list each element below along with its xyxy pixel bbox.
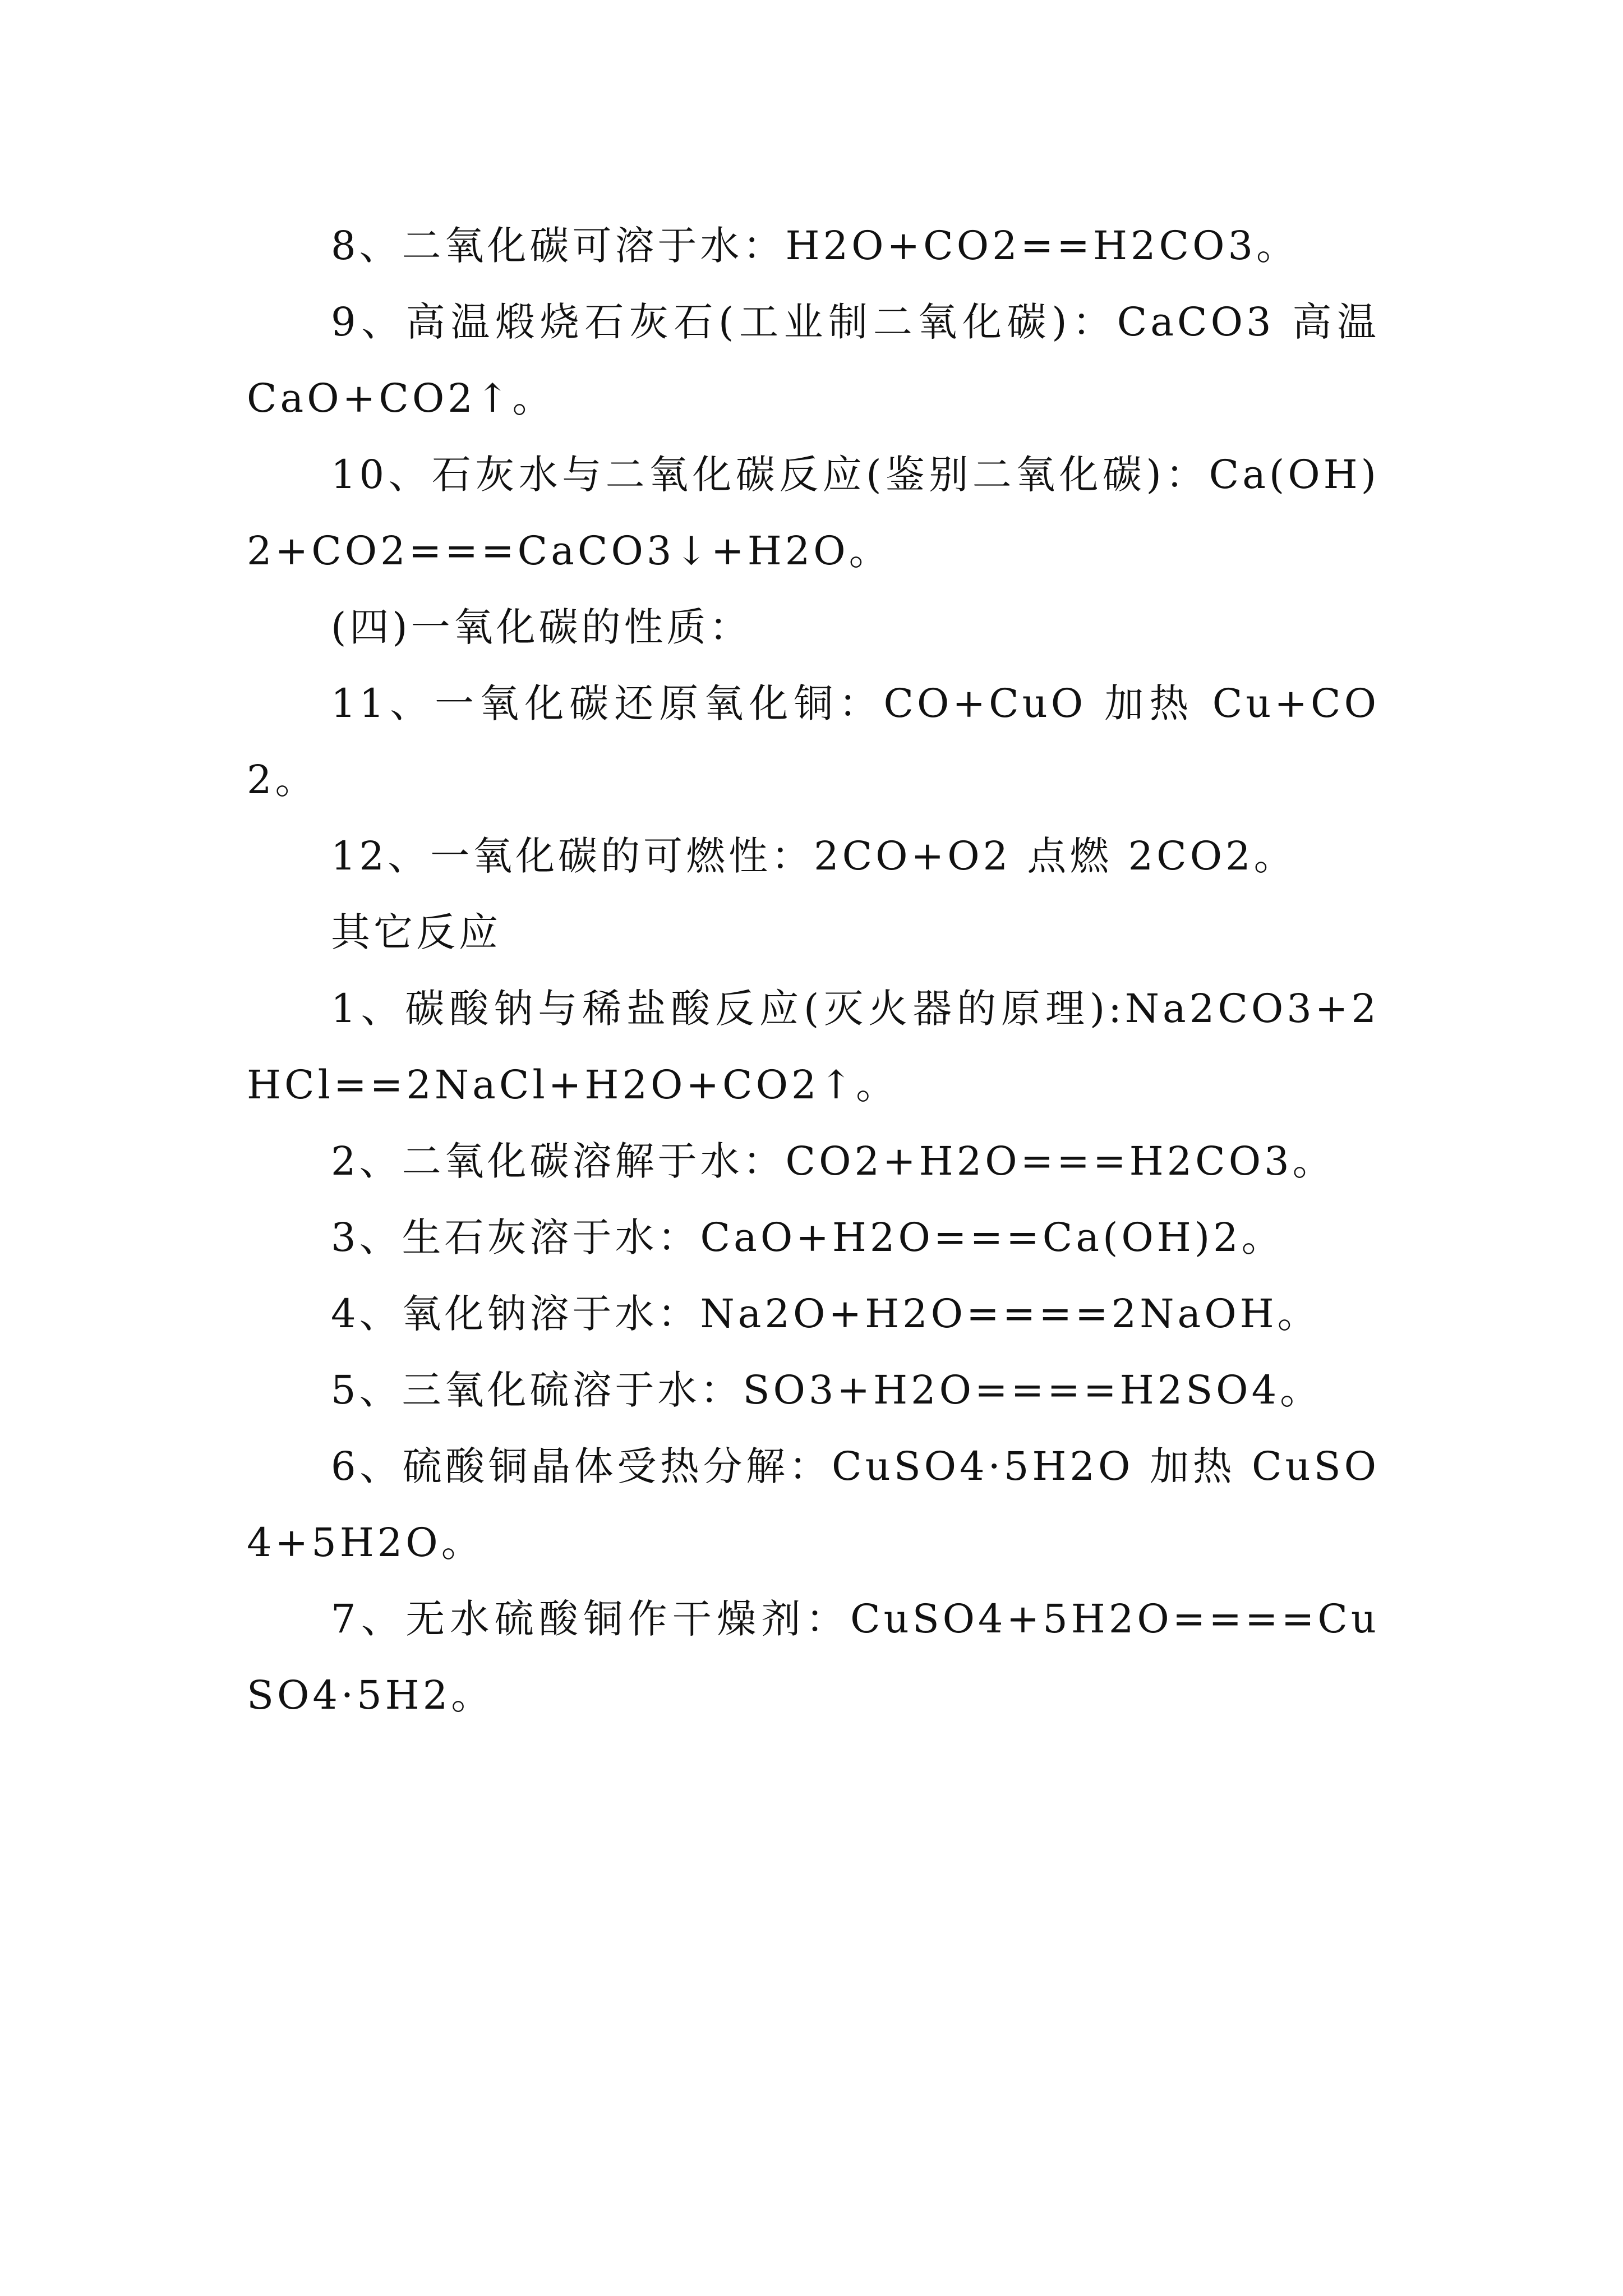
paragraph-2: 9、高温煅烧石灰石(工业制二氧化碳)：CaCO3 高温 CaO+CO2↑。 — [247, 299, 1380, 421]
paragraph-5: 11、一氧化碳还原氧化铜：CO+CuO 加热 Cu+CO2。 — [247, 680, 1380, 803]
paragraph-12: 5、三氧化硫溶于水：SO3+H2O====H2SO4。 — [331, 1367, 1323, 1413]
paragraph-11: 4、氧化钠溶于水：Na2O+H2O====2NaOH。 — [331, 1291, 1320, 1337]
document-body — [247, 208, 1380, 1733]
paragraph-8: 1、碳酸钠与稀盐酸反应(灭火器的原理):Na2CO3+2HCl==2NaCl+H2O+CO2↑。 — [247, 986, 1380, 1108]
section-heading-other-reactions: 其它反应 — [331, 909, 501, 955]
paragraph-13: 6、硫酸铜晶体受热分解：CuSO4·5H2O 加热 CuSO4+5H2O。 — [247, 1443, 1380, 1566]
paragraph-1: 8、二氧化碳可溶于水：H2O+CO2==H2CO3。 — [331, 223, 1299, 269]
paragraph-10: 3、生石灰溶于水：CaO+H2O===Ca(OH)2。 — [331, 1214, 1284, 1260]
paragraph-4: (四)一氧化碳的性质： — [331, 604, 752, 650]
paragraph-14: 7、无水硫酸铜作干燥剂：CuSO4+5H2O====CuSO4·5H2。 — [247, 1596, 1380, 1718]
paragraph-9: 2、二氧化碳溶解于水：CO2+H2O===H2CO3。 — [331, 1138, 1335, 1184]
paragraph-3: 10、石灰水与二氧化碳反应(鉴别二氧化碳)：Ca(OH)2+CO2===CaCO3↓+H2O。 — [247, 452, 1380, 574]
paragraph-6: 12、一氧化碳的可燃性：2CO+O2 点燃 2CO2。 — [331, 833, 1297, 879]
